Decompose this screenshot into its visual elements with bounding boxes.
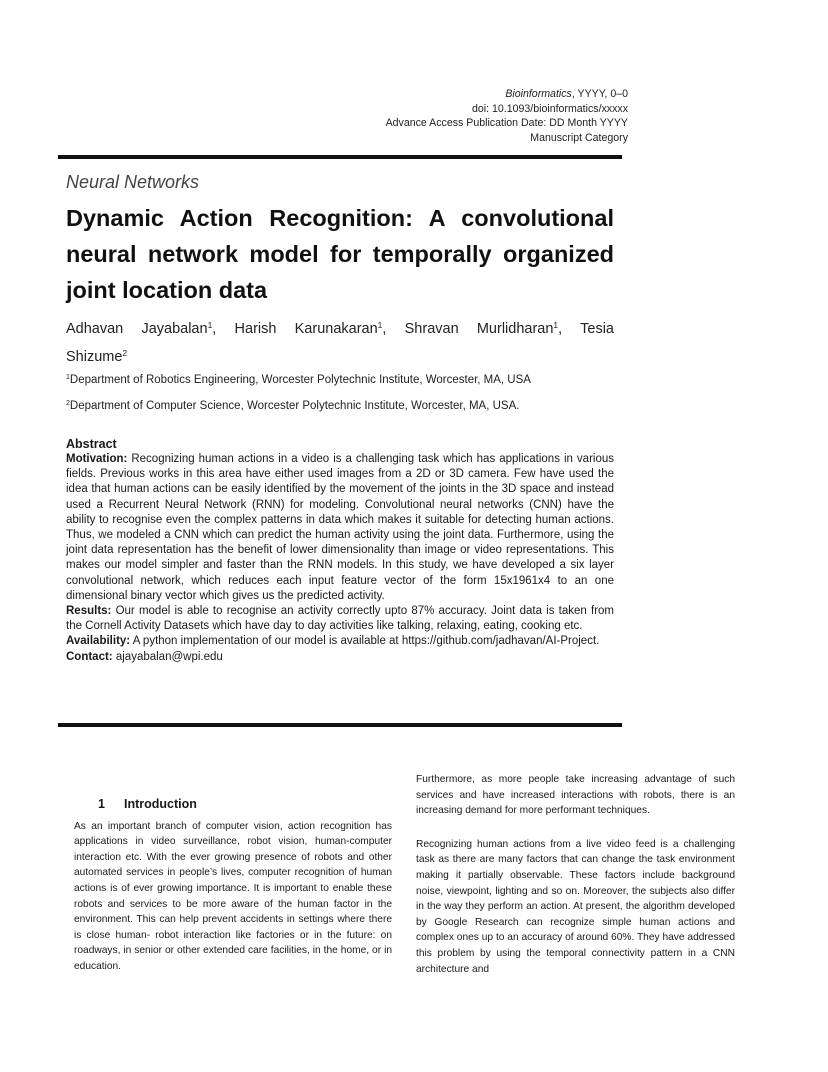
motivation-text: Recognizing human actions in a video is a challenging task which has applications in various fields. Previous works in this area have either used images from a 2D or 3D camera. Few have used the idea that human actions can be easily identified by the movement of the joints in the 3D space and instead used a Recurrent Neural Network (RNN) for modeling. Convolutional neural networks (CNN) have the ability to recognise even the complex patterns in data which makes it suitable for detecting human actions. Thus, we modeled a CNN which can predict the human activity using the joint data. Furthermore, using the joint data representation has the benefit of lower dimensionality than image or video representations. This makes our model simpler and faster than the RNN models. In this study, we have developed a six layer convolutional network, which reduces each input feature vector of the form 15x1961x4 to an one dimensional binary vector which gives us the predicted activity. <box>66 453 615 602</box>
author-separator: , <box>558 321 581 337</box>
paper-category: Neural Networks <box>66 172 200 192</box>
journal-header <box>386 87 628 145</box>
abstract <box>66 436 614 665</box>
author-affil-mark: 1 <box>207 320 213 330</box>
right-column <box>416 772 735 977</box>
author-affil-mark: 1 <box>553 320 559 330</box>
availability-label: Availability: <box>66 635 131 648</box>
paragraph-gap <box>416 819 735 837</box>
author-name: Adhavan Jayabalan <box>66 321 208 337</box>
journal-name: Bioinformatics <box>505 88 572 100</box>
author <box>405 321 581 337</box>
left-column <box>74 797 392 975</box>
journal-year-pages: , YYYY, 0–0 <box>571 88 628 100</box>
author-name: Harish Karunakaran <box>234 321 378 337</box>
author-list <box>66 313 614 369</box>
contact-email: ajayabalan@wpi.edu <box>115 650 223 663</box>
abstract-motivation <box>66 452 614 604</box>
affiliation <box>66 374 531 386</box>
intro-paragraph-2: Furthermore, as more people take increasing advantage of such services and have increased interactions with robots, there is an increasing demand for more performant techniques. <box>416 774 735 817</box>
intro-paragraph-1: As an important branch of computer vision, action recognition has applications in video surveillance, robot vision, human-computer interaction etc. With the ever growing presence of robots and other automated services in people’s lives, computer recognition of human actions is of ever growing importance. It is important to enable these robots and services to be more aware of the human factor in the environment. This can help prevent accidents in settings where there is close human- robot interaction like factories or in the future: on roadways, in senior or other extended care facilities, in the home, or in education. <box>74 820 392 972</box>
availability-text: A python implementation of our model is available at https://github.com/jadhavan/AI-Project. <box>132 635 600 648</box>
affiliation-text: Department of Computer Science, Worcester Polytechnic Institute, Worcester, MA, USA. <box>69 400 520 412</box>
author <box>235 321 405 337</box>
results-text: Our model is able to recognise an activity correctly upto 87% accuracy. Joint data is taken from the Cornell Activity Datasets which have day to day activities like talking, relaxing, eating, cooking etc. <box>66 605 614 633</box>
section-title: Introduction <box>124 797 197 811</box>
motivation-label: Motivation: <box>66 453 128 465</box>
paper-title: Dynamic Action Recognition: A convolutional neural network model for temporally organized joint location data <box>66 205 614 303</box>
journal-citation <box>386 87 628 102</box>
intro-paragraph-3: Recognizing human actions from a live video feed is a challenging task as there are many factors that can change the task environment making it partially observable. These factors include background noise, viewpoint, lighting and so on. Moreover, the subjects also differ in the way they perform an action. At present, the algorithm developed by Google Research can recognize simple human actions and complex ones up to an accuracy of around 60%. They have addressed this problem by using the temporal connectivity pattern in a CNN architecture and <box>416 838 735 975</box>
section-number: 1 <box>98 797 105 811</box>
abstract-results <box>66 604 614 634</box>
affiliation <box>66 400 519 412</box>
author <box>66 321 235 337</box>
affiliation-mark: 1 <box>66 374 70 381</box>
section-heading-introduction <box>98 797 392 813</box>
affiliation-mark: 2 <box>66 400 70 407</box>
author-separator: , <box>382 321 405 337</box>
author-separator: , <box>212 321 235 337</box>
bottom-rule <box>58 723 622 727</box>
doi: doi: 10.1093/bioinformatics/xxxxx <box>471 102 628 115</box>
author-affil-mark: 2 <box>122 348 128 358</box>
abstract-heading: Abstract <box>66 437 117 451</box>
top-rule <box>58 155 622 159</box>
advance-access-date: Advance Access Publication Date: DD Month YYYY <box>385 117 628 129</box>
abstract-availability <box>66 634 614 649</box>
results-label: Results: <box>66 605 112 618</box>
author-name: Tesia Shizume <box>66 321 614 365</box>
author-affil-mark: 1 <box>377 320 383 330</box>
author-name: Shravan Murlidharan <box>404 321 554 337</box>
contact-label: Contact: <box>66 650 113 663</box>
abstract-contact <box>66 650 614 665</box>
affiliation-text: Department of Robotics Engineering, Worcester Polytechnic Institute, Worcester, MA, USA <box>69 374 531 386</box>
manuscript-category: Manuscript Category <box>530 131 628 144</box>
